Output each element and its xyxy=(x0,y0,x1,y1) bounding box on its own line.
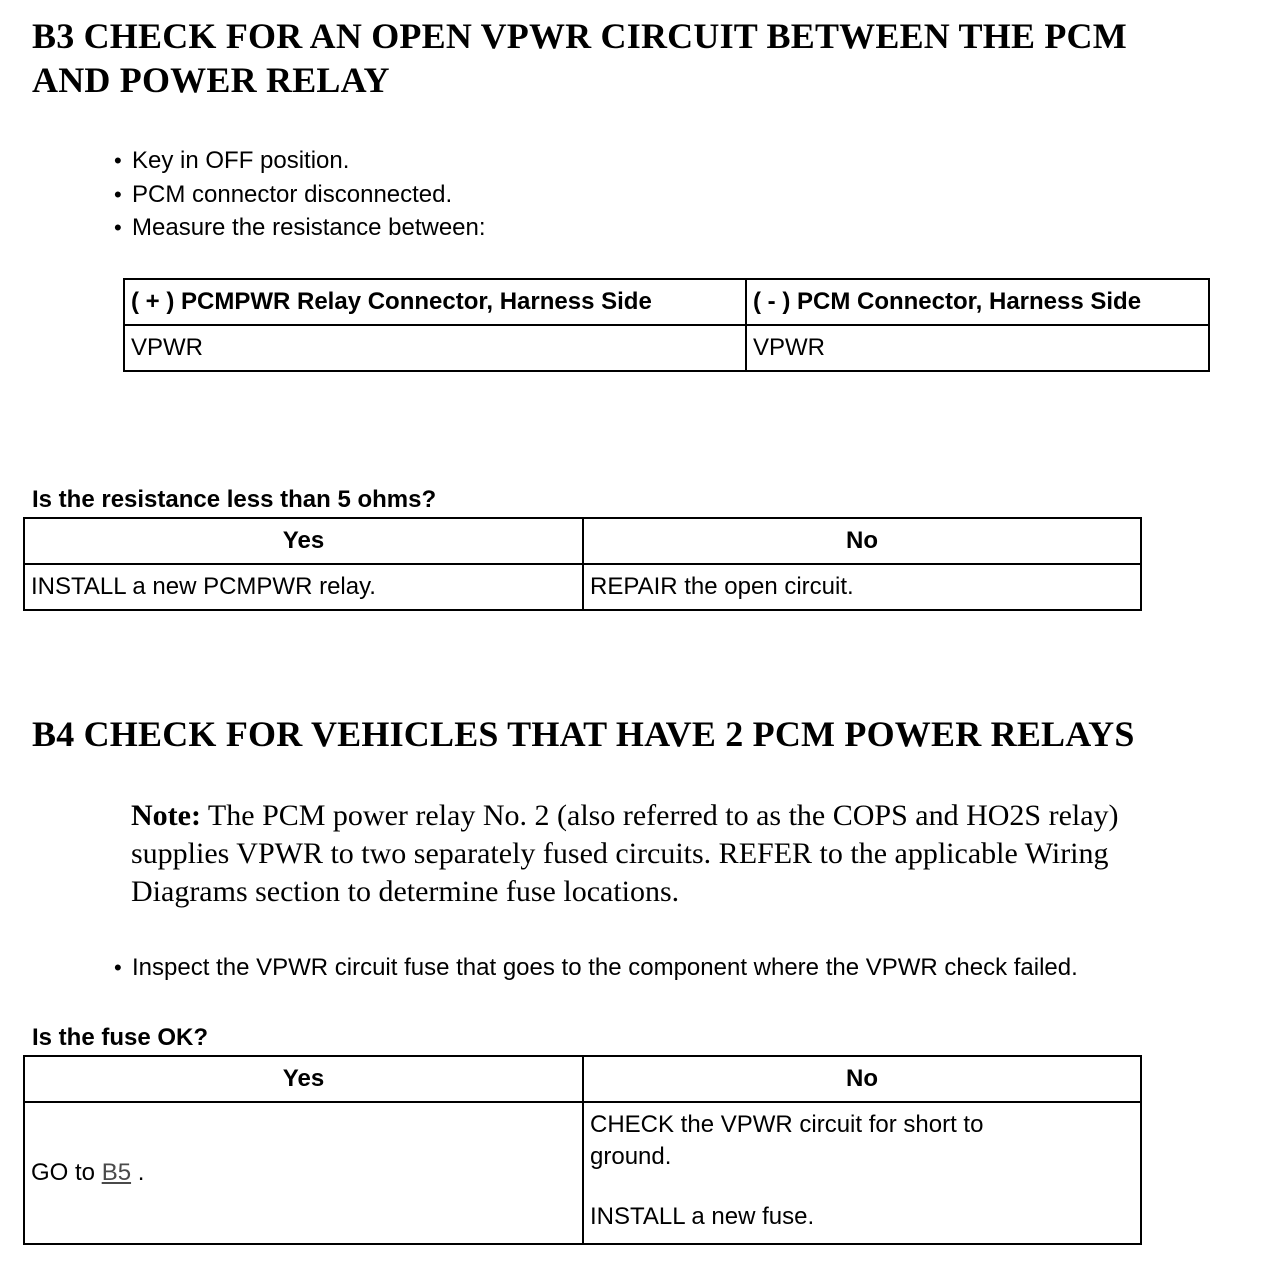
b3-heading-line2: AND POWER RELAY xyxy=(32,60,390,100)
yes-cell xyxy=(24,1102,583,1244)
b3-bullet-list xyxy=(114,144,486,245)
measure-header-negative: ( - ) PCM Connector, Harness Side xyxy=(746,279,1209,325)
b4-answer-table xyxy=(23,1055,1142,1245)
no-header: No xyxy=(583,1056,1141,1102)
no-line3: INSTALL a new fuse. xyxy=(590,1203,815,1230)
yes-cell: INSTALL a new PCMPWR relay. xyxy=(24,564,583,610)
b3-answer-table xyxy=(23,517,1142,611)
bullet-item: • PCM connector disconnected. xyxy=(114,178,486,212)
yes-header: Yes xyxy=(24,518,583,564)
note-label: Note: xyxy=(131,799,201,832)
goto-prefix: GO to xyxy=(31,1159,102,1186)
b5-link[interactable]: B5 xyxy=(101,1159,132,1186)
b4-note xyxy=(131,797,1241,911)
measure-cell-positive: VPWR xyxy=(124,325,746,371)
measure-table xyxy=(123,278,1210,372)
note-line3: Diagrams section to determine fuse locations. xyxy=(131,875,680,908)
no-cell xyxy=(583,1102,1141,1244)
no-line1: CHECK the VPWR circuit for short to xyxy=(590,1111,984,1138)
bullet-item: • Key in OFF position. xyxy=(114,144,486,178)
note-line2: supplies VPWR to two separately fused circuits. REFER to the applicable Wiring xyxy=(131,837,1109,870)
yes-header: Yes xyxy=(24,1056,583,1102)
measure-cell-negative: VPWR xyxy=(746,325,1209,371)
measure-header-positive: ( + ) PCMPWR Relay Connector, Harness Side xyxy=(124,279,746,325)
b4-question: Is the fuse OK? xyxy=(32,1024,209,1051)
b3-question: Is the resistance less than 5 ohms? xyxy=(32,486,437,513)
goto-suffix: . xyxy=(131,1159,145,1186)
no-cell: REPAIR the open circuit. xyxy=(583,564,1141,610)
b4-heading: B4 CHECK FOR VEHICLES THAT HAVE 2 PCM POWER RELAYS xyxy=(32,714,1135,754)
no-header: No xyxy=(583,518,1141,564)
b4-bullet-list xyxy=(114,951,1078,985)
b3-heading xyxy=(32,14,1127,102)
no-line2: ground. xyxy=(590,1143,672,1170)
b3-heading-line1: B3 CHECK FOR AN OPEN VPWR CIRCUIT BETWEEN THE PCM xyxy=(32,16,1127,56)
bullet-item: • Inspect the VPWR circuit fuse that goes to the component where the VPWR check failed. xyxy=(114,951,1078,985)
note-line1: The PCM power relay No. 2 (also referred to as the COPS and HO2S relay) xyxy=(200,799,1119,832)
bullet-item: • Measure the resistance between: xyxy=(114,211,486,245)
